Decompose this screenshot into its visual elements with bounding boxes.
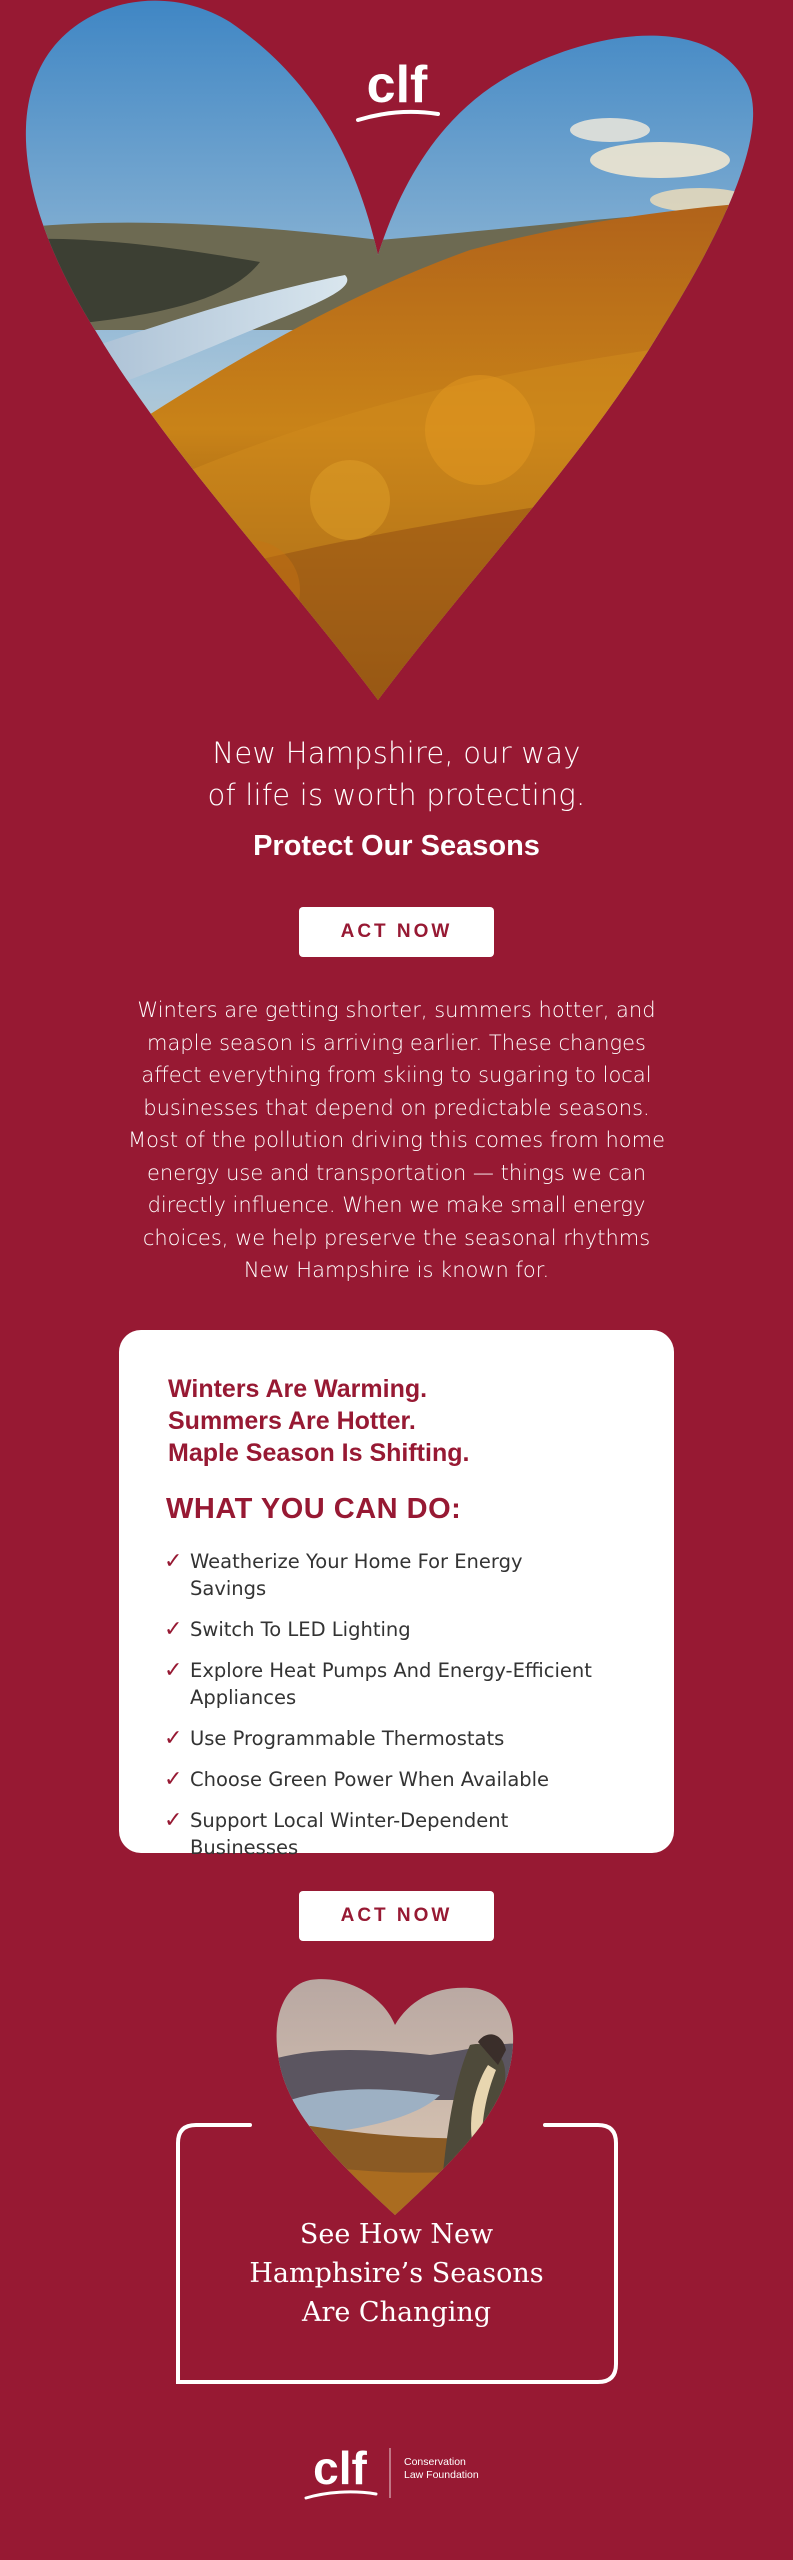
checkmark-icon: ✓ xyxy=(164,1658,183,1683)
body-paragraph: Winters are getting shorter, summers hotter, and maple season is arriving earlier. These changes affect everything from skiing to sugaring to local businesses that depend on predictable seasons. Most of the pollution driving this comes from home energy use and transportation — things we can directly influence. When we make small energy choices, we help preserve the seasonal rhythms New Hampshire is known for. xyxy=(127,998,666,1282)
see-how-line-2: Hamphsire’s Seasons xyxy=(249,2258,544,2289)
list-item xyxy=(164,1548,604,1602)
what-you-can-do-heading: WHAT YOU CAN DO: xyxy=(166,1493,462,1525)
act-now-button[interactable]: ACT NOW xyxy=(299,1891,494,1941)
list-item xyxy=(164,1657,604,1711)
footer-org-name xyxy=(404,2456,479,2482)
org-name-line-2: Law Foundation xyxy=(404,2469,479,2481)
list-item-label: Use Programmable Thermostats xyxy=(190,1727,505,1750)
list-item xyxy=(164,1766,604,1793)
hero-headline xyxy=(0,732,793,816)
card-title-line-1: Winters Are Warming. xyxy=(168,1375,428,1403)
card-title xyxy=(168,1373,618,1469)
headline-line-1: New Hampshire, our way xyxy=(212,736,581,770)
list-item xyxy=(164,1725,604,1752)
org-name-line-1: Conservation xyxy=(404,2456,466,2468)
list-item-label: Explore Heat Pumps And Energy-Efficient Appliances xyxy=(190,1659,592,1709)
list-item-label: Switch To LED Lighting xyxy=(190,1618,411,1641)
card-title-line-3: Maple Season Is Shifting. xyxy=(168,1439,470,1467)
list-item-label: Choose Green Power When Available xyxy=(190,1768,550,1791)
list-item-label: Weatherize Your Home For Energy Savings xyxy=(190,1550,523,1600)
action-list xyxy=(164,1548,604,1875)
list-item xyxy=(164,1616,604,1643)
clf-logo xyxy=(354,50,440,130)
hero-subhead: Protect Our Seasons xyxy=(253,830,540,862)
logo-wordmark: clf xyxy=(366,56,428,114)
list-item xyxy=(164,1807,604,1861)
see-how-seasons-link[interactable] xyxy=(210,2215,583,2332)
list-item-label: Support Local Winter-Dependent Businesses xyxy=(190,1809,509,1859)
footer-logo-wordmark: clf xyxy=(313,2442,367,2494)
checkmark-icon: ✓ xyxy=(164,1549,183,1574)
see-how-line-3: Are Changing xyxy=(301,2297,492,2328)
checkmark-icon: ✓ xyxy=(164,1808,183,1833)
see-how-line-1: See How New xyxy=(299,2219,494,2250)
act-now-button[interactable]: ACT NOW xyxy=(299,907,494,957)
card-title-line-2: Summers Are Hotter. xyxy=(168,1407,416,1435)
checkmark-icon: ✓ xyxy=(164,1767,183,1792)
checkmark-icon: ✓ xyxy=(164,1726,183,1751)
headline-line-2: of life is worth protecting. xyxy=(207,778,586,812)
checkmark-icon: ✓ xyxy=(164,1617,183,1642)
